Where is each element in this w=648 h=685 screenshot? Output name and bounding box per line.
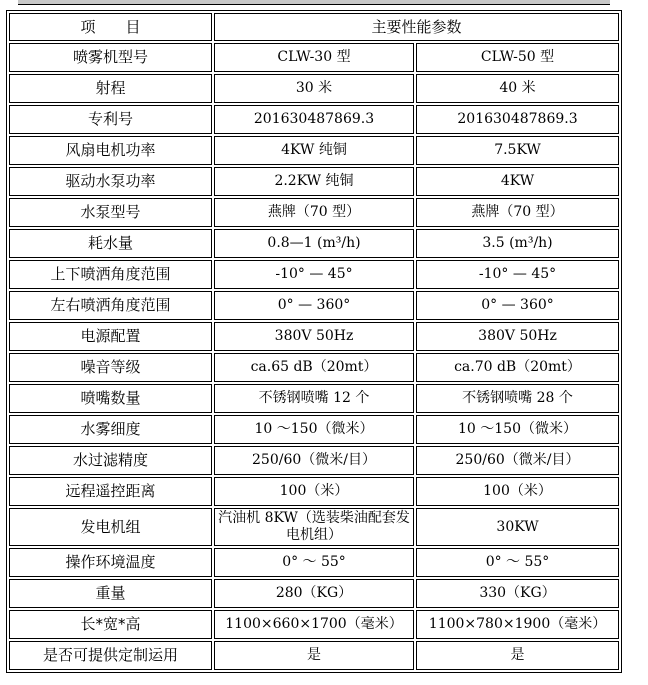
cell-clw30: 是 (214, 641, 414, 670)
table-row (9, 74, 619, 103)
cell-clw30: CLW-30 型 (214, 43, 414, 72)
row-label: 重量 (9, 579, 212, 608)
cell-clw50: 1100×780×1900（毫米） (416, 610, 619, 639)
cell-clw50: 不锈钢喷嘴 28 个 (416, 384, 619, 413)
table-row (9, 641, 619, 670)
row-label: 远程遥控距离 (9, 477, 212, 506)
row-label: 发电机组 (9, 508, 212, 546)
cell-clw30: 不锈钢喷嘴 12 个 (214, 384, 414, 413)
table-row (9, 291, 619, 320)
table-row (9, 446, 619, 475)
cell-clw30: 380V 50Hz (214, 322, 414, 351)
cell-clw50: -10° — 45° (416, 260, 619, 289)
table-row (9, 167, 619, 196)
table-row (9, 508, 619, 546)
row-label: 噪音等级 (9, 353, 212, 382)
cell-clw30: 1100×660×1700（毫米） (214, 610, 414, 639)
cell-clw50: 是 (416, 641, 619, 670)
table-row (9, 198, 619, 227)
row-label: 电源配置 (9, 322, 212, 351)
cell-clw30: -10° — 45° (214, 260, 414, 289)
row-label: 耗水量 (9, 229, 212, 258)
cell-clw50: ca.70 dB（20mt） (416, 353, 619, 382)
table-row (9, 136, 619, 165)
cell-clw30: 10 ～150（微米） (214, 415, 414, 444)
spec-table (6, 10, 622, 673)
row-label: 喷雾机型号 (9, 43, 212, 72)
table-row (9, 548, 619, 577)
cell-clw50: 0° — 360° (416, 291, 619, 320)
cell-clw30: 201630487869.3 (214, 105, 414, 134)
table-row (9, 477, 619, 506)
row-label: 是否可提供定制运用 (9, 641, 212, 670)
cell-clw30: 燕牌（70 型） (214, 198, 414, 227)
table-row (9, 579, 619, 608)
cell-clw30: ca.65 dB（20mt） (214, 353, 414, 382)
table-row (9, 384, 619, 413)
cell-clw50: 3.5 (m³/h) (416, 229, 619, 258)
cell-clw30: 2.2KW 纯铜 (214, 167, 414, 196)
cell-clw50: 100（米） (416, 477, 619, 506)
cell-clw50: CLW-50 型 (416, 43, 619, 72)
row-label: 风扇电机功率 (9, 136, 212, 165)
table-header-row (9, 13, 619, 41)
table-row (9, 610, 619, 639)
cell-clw50: 201630487869.3 (416, 105, 619, 134)
cell-clw30: 280（KG） (214, 579, 414, 608)
cell-clw30: 250/60（微米/目） (214, 446, 414, 475)
cell-clw30: 0° ～ 55° (214, 548, 414, 577)
row-label: 水雾细度 (9, 415, 212, 444)
table-row (9, 322, 619, 351)
table-row (9, 229, 619, 258)
row-label: 驱动水泵功率 (9, 167, 212, 196)
cell-clw30: 0.8—1 (m³/h) (214, 229, 414, 258)
cell-clw50: 380V 50Hz (416, 322, 619, 351)
cell-clw30: 30 米 (214, 74, 414, 103)
header-item: 项 目 (9, 13, 212, 41)
row-label: 喷嘴数量 (9, 384, 212, 413)
cell-clw30: 4KW 纯铜 (214, 136, 414, 165)
table-row (9, 260, 619, 289)
header-main-params: 主要性能参数 (214, 13, 619, 41)
cell-clw50: 10 ～150（微米） (416, 415, 619, 444)
cell-clw50: 燕牌（70 型） (416, 198, 619, 227)
cell-clw30: 100（米） (214, 477, 414, 506)
table-row (9, 353, 619, 382)
row-label: 上下喷洒角度范围 (9, 260, 212, 289)
row-label: 专利号 (9, 105, 212, 134)
row-label: 左右喷洒角度范围 (9, 291, 212, 320)
cell-clw30: 汽油机 8KW（选装柴油配套发电机组） (214, 508, 414, 546)
cell-clw30: 0° — 360° (214, 291, 414, 320)
cell-clw50: 0° ～ 55° (416, 548, 619, 577)
spec-table-body (9, 13, 619, 670)
cell-clw50: 7.5KW (416, 136, 619, 165)
row-label: 水过滤精度 (9, 446, 212, 475)
cell-clw50: 250/60（微米/目） (416, 446, 619, 475)
cell-clw50: 40 米 (416, 74, 619, 103)
table-row (9, 43, 619, 72)
table-row (9, 105, 619, 134)
cell-clw50: 330（KG） (416, 579, 619, 608)
row-label: 水泵型号 (9, 198, 212, 227)
table-row (9, 415, 619, 444)
top-rule (18, 4, 610, 5)
cell-clw50: 30KW (416, 508, 619, 546)
cell-clw50: 4KW (416, 167, 619, 196)
row-label: 射程 (9, 74, 212, 103)
row-label: 操作环境温度 (9, 548, 212, 577)
row-label: 长*宽*高 (9, 610, 212, 639)
